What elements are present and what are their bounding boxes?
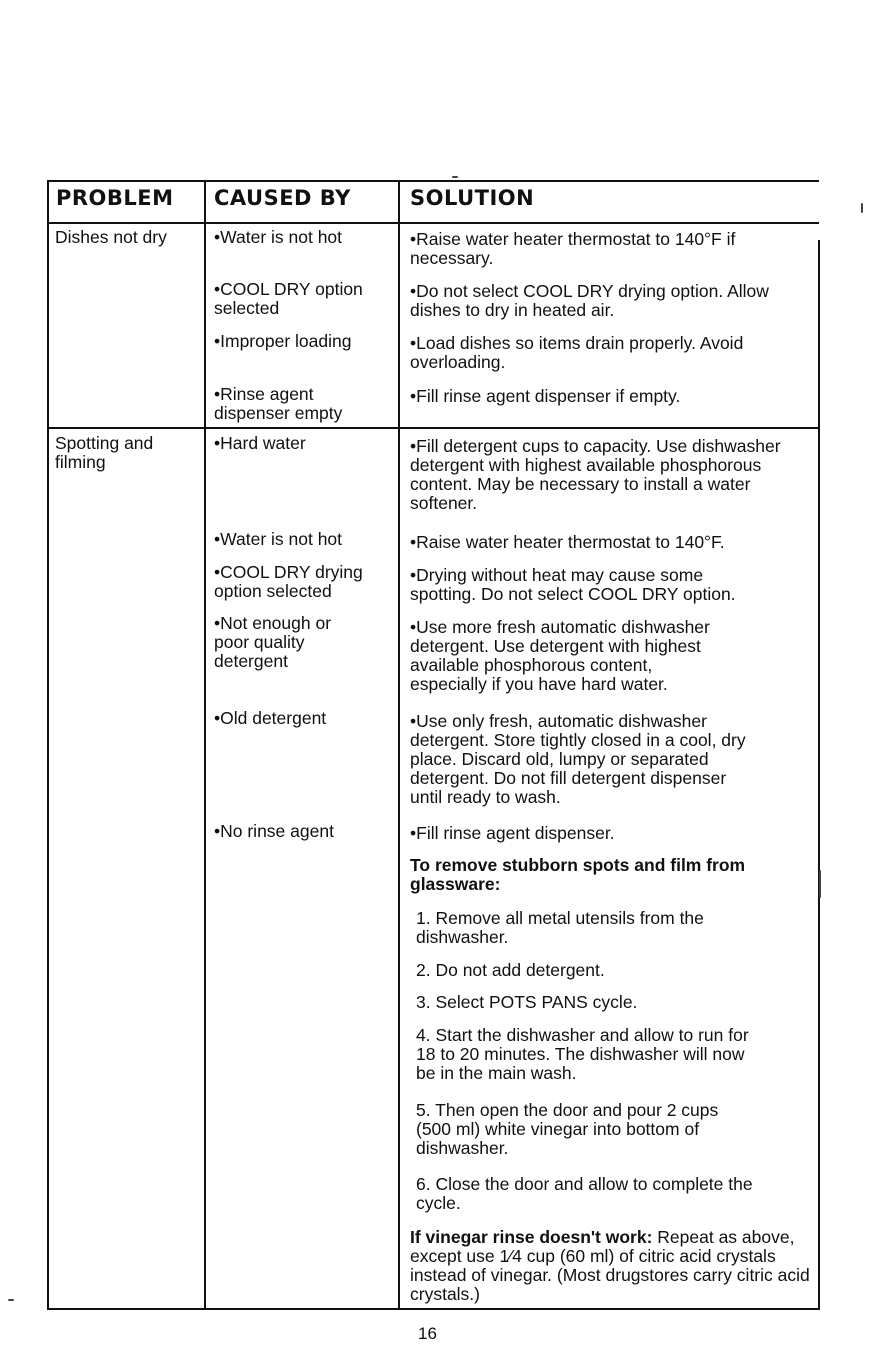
solution-no-cool-dry: •Do not select COOL DRY drying option. Allow dishes to dry in heated air. (410, 281, 769, 320)
solution-fill-rinse-dispenser: •Fill rinse agent dispenser. (410, 823, 615, 843)
step-4: 4. Start the dishwasher and allow to run for 18 to 20 minutes. The dishwasher will now be in the main wash. (416, 1025, 749, 1083)
cause-improper-loading: •Improper loading (214, 331, 352, 351)
step-6: 6. Close the door and allow to complete the cycle. (416, 1174, 753, 1213)
cause-cool-dry-selected: •COOL DRY option selected (214, 279, 363, 318)
cause-water-not-hot: •Water is not hot (214, 227, 343, 247)
solution-raise-thermostat: •Raise water heater thermostat to 140°F if necessary. (410, 229, 736, 268)
stubborn-spots-heading: To remove stubborn spots and film from glassware: (410, 855, 746, 894)
cause-no-rinse-agent: •No rinse agent (214, 821, 334, 841)
solution-load-properly: •Load dishes so items drain properly. Avoid overloading. (410, 333, 744, 372)
step-3: 3. Select POTS PANS cycle. (416, 992, 638, 1012)
table-bottom-border (47, 1308, 819, 1310)
scan-speck (861, 203, 863, 213)
header-solution: SOLUTION (410, 186, 535, 210)
vinegar-rinse-text: Repeat as above, except use 1⁄4 cup (60 ml) of citric acid crystals instead of vinegar. (Most drugstores carry citric acid crystals.) (410, 1227, 810, 1304)
cause-hard-water: •Hard water (214, 433, 306, 453)
step-1: 1. Remove all metal utensils from the dishwasher. (416, 908, 704, 947)
vinegar-rinse-lead: If vinegar rinse doesn't work: (410, 1227, 653, 1247)
column-divider-1 (204, 180, 206, 1310)
header-problem: PROBLEM (56, 186, 174, 210)
problem-spotting-filming: Spotting and filming (55, 433, 154, 472)
row-divider (47, 427, 819, 429)
header-bottom-rule (47, 222, 819, 224)
page-number: 16 (418, 1324, 437, 1343)
cause-old-detergent: •Old detergent (214, 708, 327, 728)
cause-water-not-hot-2: •Water is not hot (214, 529, 343, 549)
table-left-border (47, 180, 49, 1310)
solution-fill-rinse-agent: •Fill rinse agent dispenser if empty. (410, 386, 681, 406)
solution-fill-detergent-cups: •Fill detergent cups to capacity. Use dishwasher detergent with highest available phosphorous content. May be necessary to install a water softener. (410, 436, 781, 513)
vinegar-rinse-note (410, 1228, 815, 1304)
solution-drying-without-heat: •Drying without heat may cause some spotting. Do not select COOL DRY option. (410, 565, 736, 604)
cause-cool-dry-drying: •COOL DRY drying option selected (214, 562, 363, 601)
header-caused-by: CAUSED BY (214, 186, 351, 210)
solution-raise-thermostat-2: •Raise water heater thermostat to 140°F. (410, 532, 725, 552)
cause-poor-detergent: •Not enough or poor quality detergent (214, 613, 332, 671)
step-2: 2. Do not add detergent. (416, 960, 605, 980)
solution-use-fresh-detergent: •Use only fresh, automatic dishwasher detergent. Store tightly closed in a cool, dry place. Discard old, lumpy or separated detergent. Do not fill detergent dispenser until ready to wash. (410, 711, 746, 807)
column-divider-2 (398, 180, 400, 1310)
step-5: 5. Then open the door and pour 2 cups (500 ml) white vinegar into bottom of dishwasher. (416, 1100, 719, 1158)
cause-rinse-agent-empty: •Rinse agent dispenser empty (214, 384, 343, 423)
problem-dishes-not-dry: Dishes not dry (55, 227, 167, 247)
scan-speck (8, 1299, 14, 1301)
solution-use-more-detergent: •Use more fresh automatic dishwasher detergent. Use detergent with highest available phosphorous content, especially if you have hard water. (410, 617, 710, 694)
scan-speck (819, 870, 821, 898)
table-top-border (47, 180, 819, 182)
scan-speck (452, 176, 458, 178)
